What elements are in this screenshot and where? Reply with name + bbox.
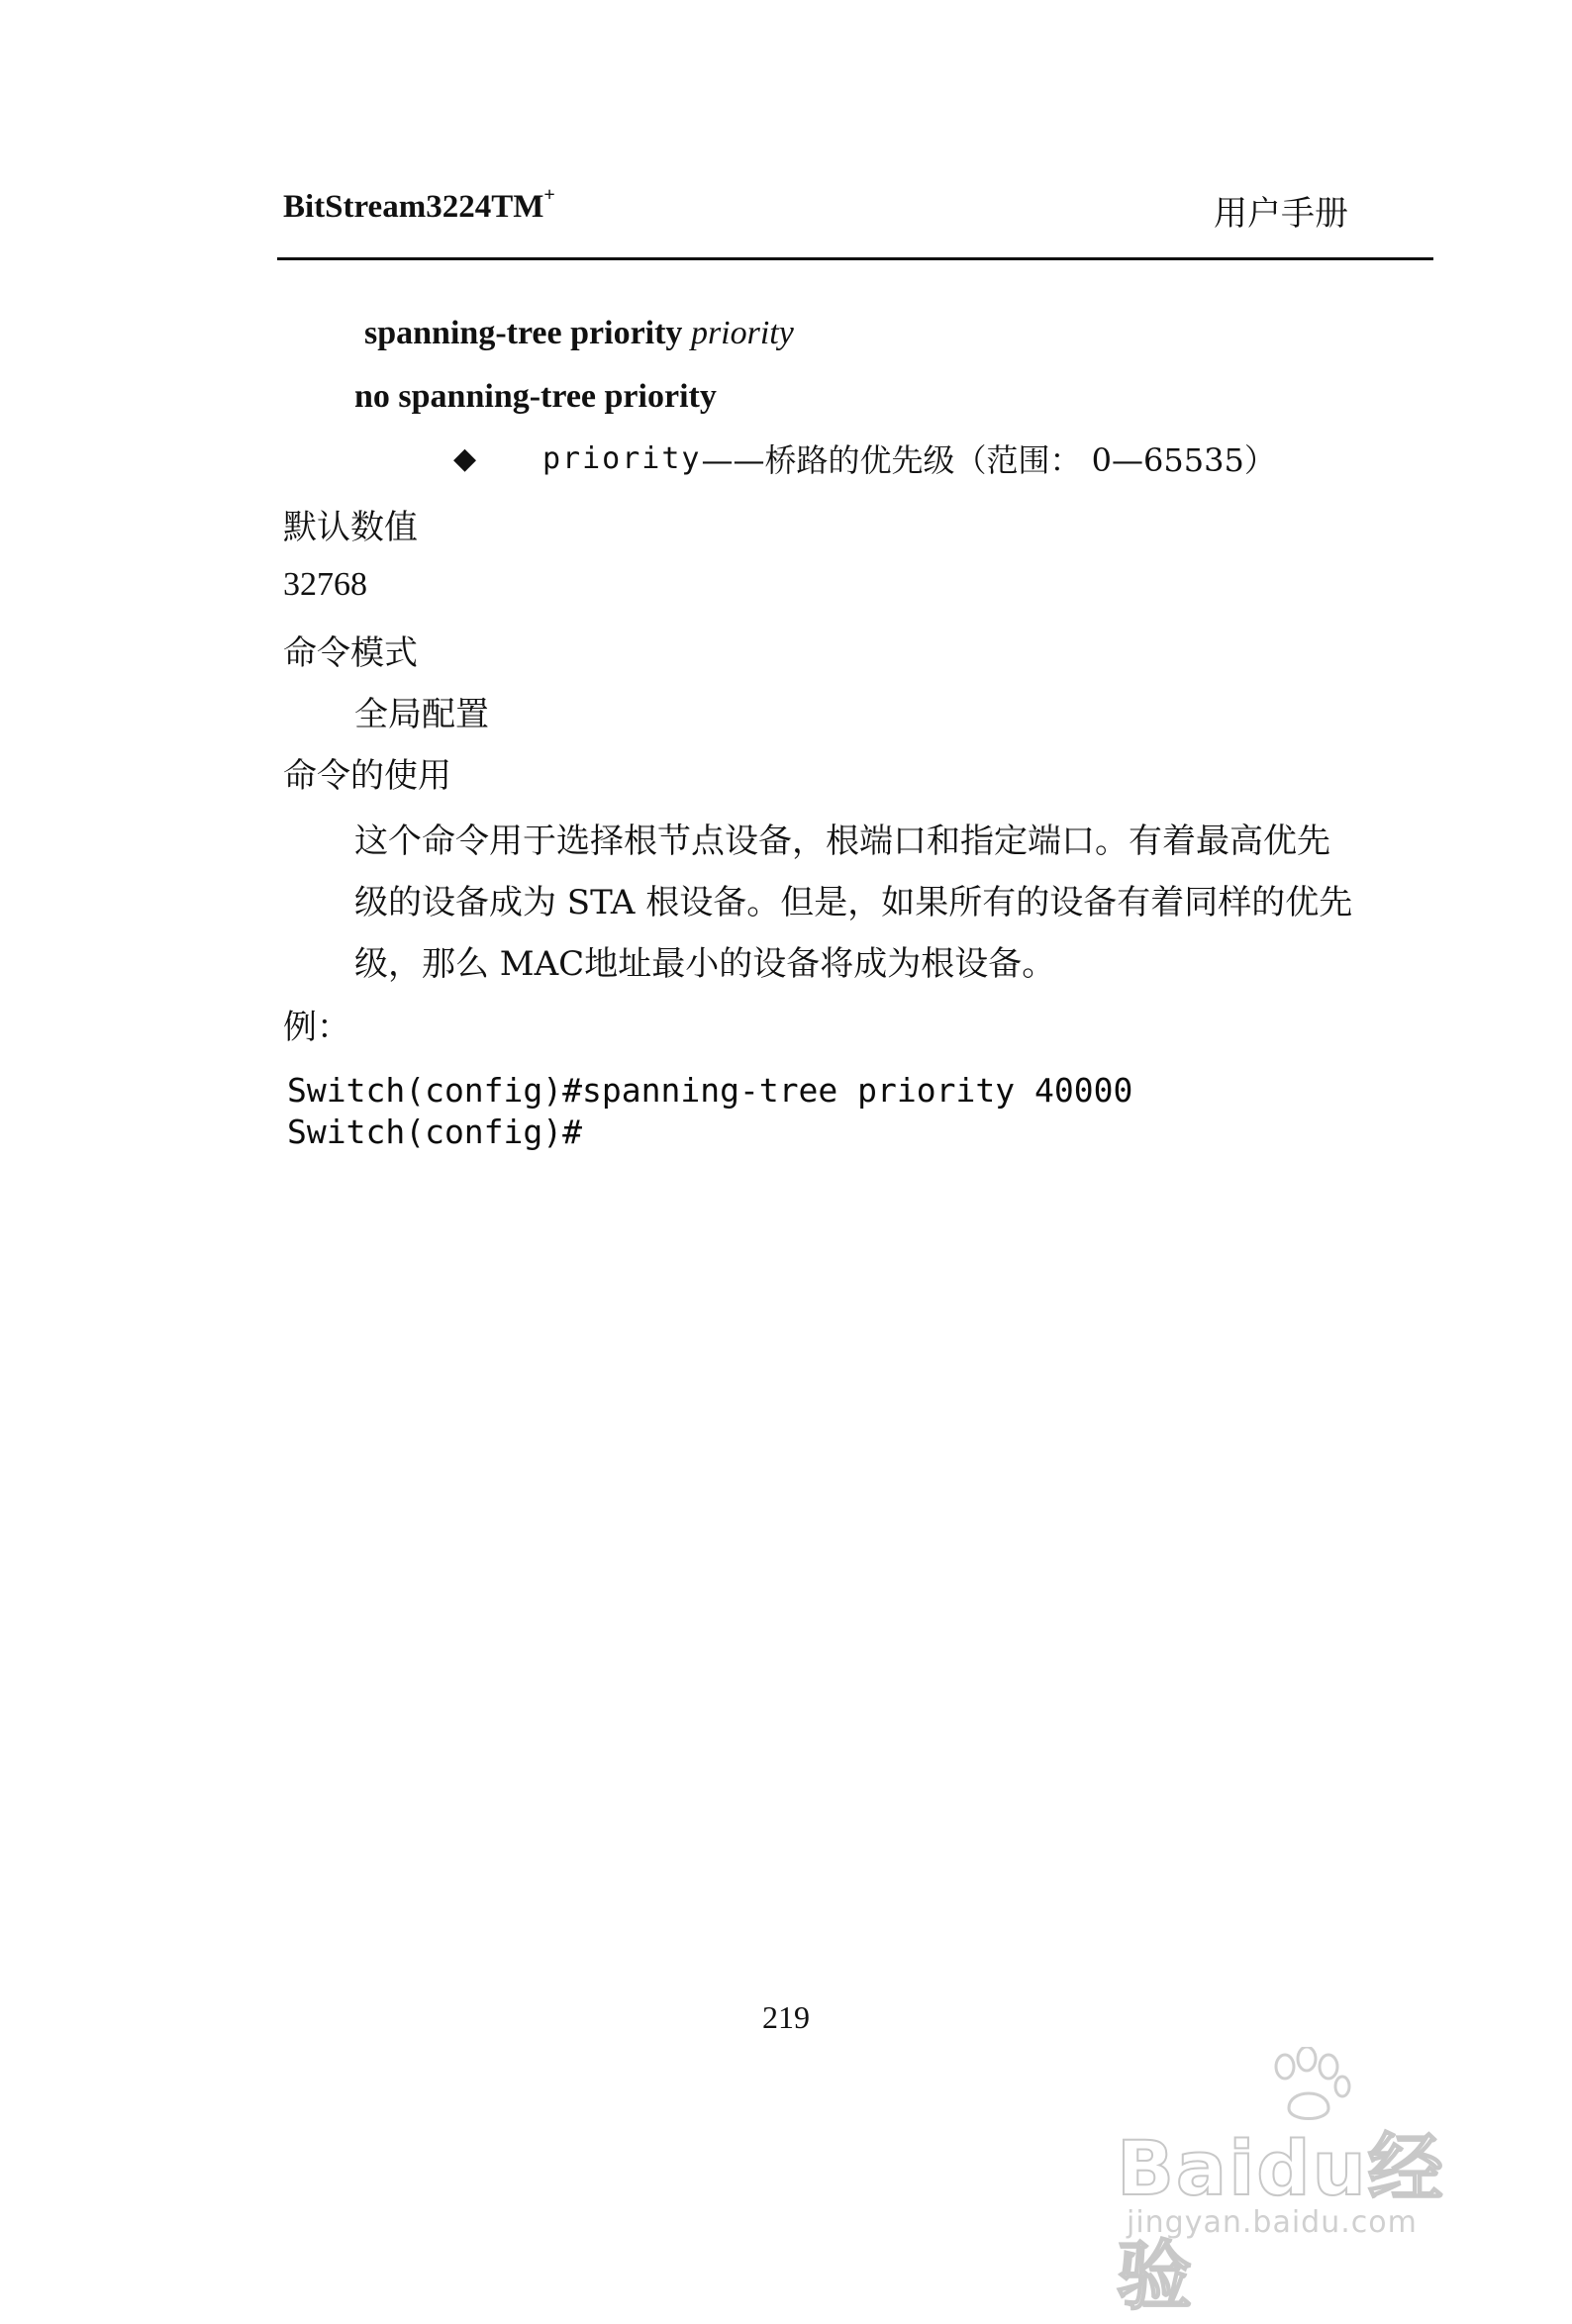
usage-line: 这个命令用于选择根节点设备，根端口和指定端口。有着最高优先 xyxy=(354,822,1330,861)
param-name: priority xyxy=(542,440,702,476)
usage-title: 命令的使用 xyxy=(283,756,451,796)
default-title: 默认数值 xyxy=(283,508,418,547)
default-value: 32768 xyxy=(283,566,367,603)
baidu-watermark xyxy=(1117,2047,1493,2320)
usage-line: 级，那么 MAC地址最小的设备将成为根设备。 xyxy=(354,944,1056,984)
usage-line: 级的设备成为 STA 根设备。但是，如果所有的设备有着同样的优先 xyxy=(354,883,1353,922)
mode-value: 全局配置 xyxy=(354,695,489,734)
syntax-no-command: no spanning-tree priority xyxy=(354,378,717,415)
param-desc: ——桥路的优先级（范围： 0—65535） xyxy=(701,441,1276,479)
diamond-bullet-icon: ◆ xyxy=(453,440,477,476)
example-code-line: Switch(config)#spanning-tree priority 40000 xyxy=(287,1071,1133,1110)
syntax-command xyxy=(364,315,794,352)
header-product-name: BitStream3224TM xyxy=(283,189,544,225)
header-rule xyxy=(277,257,1433,260)
header-product-sup: + xyxy=(543,184,555,206)
param-item xyxy=(453,436,1276,481)
example-code-line: Switch(config)# xyxy=(287,1113,583,1151)
example-title: 例： xyxy=(283,1008,350,1047)
mode-title: 命令模式 xyxy=(283,633,418,673)
header-product xyxy=(283,184,555,226)
syntax-command-name: spanning-tree priority xyxy=(364,315,683,351)
watermark-url: jingyan.baidu.com xyxy=(1127,2205,1418,2240)
page-number: 219 xyxy=(762,1999,810,2035)
syntax-command-arg: priority xyxy=(690,315,794,351)
watermark-logo: Baidu经验 xyxy=(1117,2124,1445,2320)
header-manual-title: 用户手册 xyxy=(1214,194,1348,234)
